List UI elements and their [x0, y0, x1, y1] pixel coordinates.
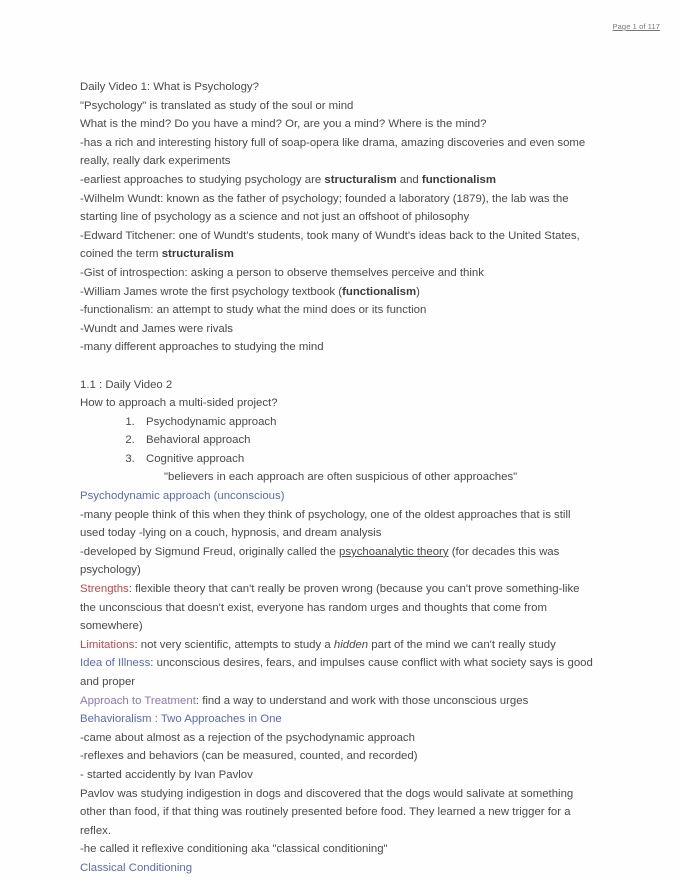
- limitations-line: [80, 636, 596, 655]
- titchener-bold-term: structuralism: [161, 248, 234, 261]
- list-item: 3. Cognitive approach: [138, 450, 596, 469]
- behavioralism-line-5: -he called it reflexive conditioning aka "classical conditioning": [80, 843, 388, 856]
- approach-to-treatment-line: [80, 692, 596, 711]
- psychodynamic-heading: Psychodynamic approach (unconscious): [80, 490, 285, 503]
- idea-of-illness-label: Idea of Illness: [80, 657, 151, 670]
- document-body: [80, 78, 596, 878]
- behavioralism-line-1: -came about almost as a rejection of the psychodynamic approach: [80, 731, 415, 744]
- classical-conditioning-heading: Classical Conditioning: [80, 861, 193, 874]
- section1-line-titchener: [80, 227, 596, 264]
- james-pre: -William James wrote the first psychology textbook (: [80, 285, 343, 298]
- strengths-text: : flexible theory that can't really be proven wrong (because you can't prove something-like the unconscious that doesn't exist, everyone has random urges and thoughts that come from somewhere): [80, 583, 580, 633]
- behavioralism-line-2: -reflexes and behaviors (can be measured, counted, and recorded): [80, 750, 418, 763]
- freud-pre: -developed by Sigmund Freud, originally called the: [80, 545, 339, 558]
- section1-line-functionalism: -functionalism: an attempt to study what the mind does or its function: [80, 304, 427, 317]
- section1-line-rivals: -Wundt and James were rivals: [80, 322, 233, 335]
- limitations-post: part of the mind we can't really study: [368, 638, 556, 651]
- page-indicator: Page 1 of 117: [612, 22, 660, 31]
- list-item: 2. Behavioral approach: [138, 431, 596, 450]
- psychodynamic-line-1: -many people think of this when they think of psychology, one of the oldest approaches that is still used today -lying on a couch, hypnosis, and dream analysis: [80, 508, 571, 540]
- freud-post: (for decades this was psychology): [80, 545, 560, 577]
- section1-line-james: [80, 283, 596, 302]
- section1-line-structuralism: [80, 171, 596, 190]
- list-item: 1. Psychodynamic approach: [138, 413, 596, 432]
- limitations-italic-word: hidden: [333, 638, 369, 651]
- james-post: ): [416, 285, 420, 298]
- section1-line-1: "Psychology" is translated as study of the soul or mind: [80, 99, 354, 112]
- section1-line-3: -has a rich and interesting history full of soap-opera like drama, amazing discoveries and even some really, really dark experiments: [80, 136, 586, 168]
- limitations-label: Limitations: [80, 638, 135, 651]
- approaches-note: "believers in each approach are often suspicious of other approaches": [164, 471, 518, 484]
- strengths-label: Strengths: [80, 583, 129, 596]
- approach-list: [80, 413, 596, 469]
- james-bold-term: functionalism: [342, 285, 417, 298]
- approach-to-treatment-label: Approach to Treatment: [80, 694, 196, 707]
- approach-to-treatment-text: : find a way to understand and work with those unconscious urges: [195, 694, 529, 707]
- section1-line-introspection: -Gist of introspection: asking a person to observe themselves perceive and think: [80, 266, 484, 279]
- idea-of-illness-line: [80, 654, 596, 691]
- psychoanalytic-theory-underlined: psychoanalytic theory: [338, 545, 449, 558]
- idea-of-illness-text: : unconscious desires, fears, and impulses cause conflict with what society says is good and proper: [80, 657, 593, 688]
- section2-question: How to approach a multi-sided project?: [80, 397, 278, 410]
- section1-line-wundt: -Wilhelm Wundt: known as the father of psychology; founded a laboratory (1879), the lab was the starting line of psychology as a science and not just an offshoot of philosophy: [80, 192, 569, 224]
- behavioralism-line-4: Pavlov was studying indigestion in dogs and discovered that the dogs would salivate at something other than food, if that thing was routinely presented before food. They learned a new trigger for a reflex.: [80, 787, 574, 837]
- section1-line-approaches: -many different approaches to studying the mind: [80, 341, 324, 354]
- freud-line: [80, 543, 596, 580]
- behavioralism-line-3: - started accidently by Ivan Pavlov: [80, 768, 253, 781]
- section1-title: Daily Video 1: What is Psychology?: [80, 81, 259, 93]
- limitations-pre: : not very scientific, attempts to study a: [134, 638, 334, 651]
- section2-title: 1.1 : Daily Video 2: [80, 378, 173, 391]
- structuralism-mid: and: [396, 173, 422, 186]
- section-spacer: [80, 357, 596, 376]
- structuralism-pre: -earliest approaches to studying psychology are: [80, 173, 325, 186]
- section1-line-2: What is the mind? Do you have a mind? Or, are you a mind? Where is the mind?: [80, 118, 487, 131]
- behavioralism-heading: Behavioralism : Two Approaches in One: [80, 713, 282, 726]
- structuralism-bold: structuralism: [324, 173, 397, 186]
- titchener-text: -Edward Titchener: one of Wundt's students, took many of Wundt's ideas back to the United States, coined the term: [80, 229, 580, 261]
- strengths-line: [80, 580, 596, 636]
- functionalism-bold: functionalism: [421, 173, 496, 186]
